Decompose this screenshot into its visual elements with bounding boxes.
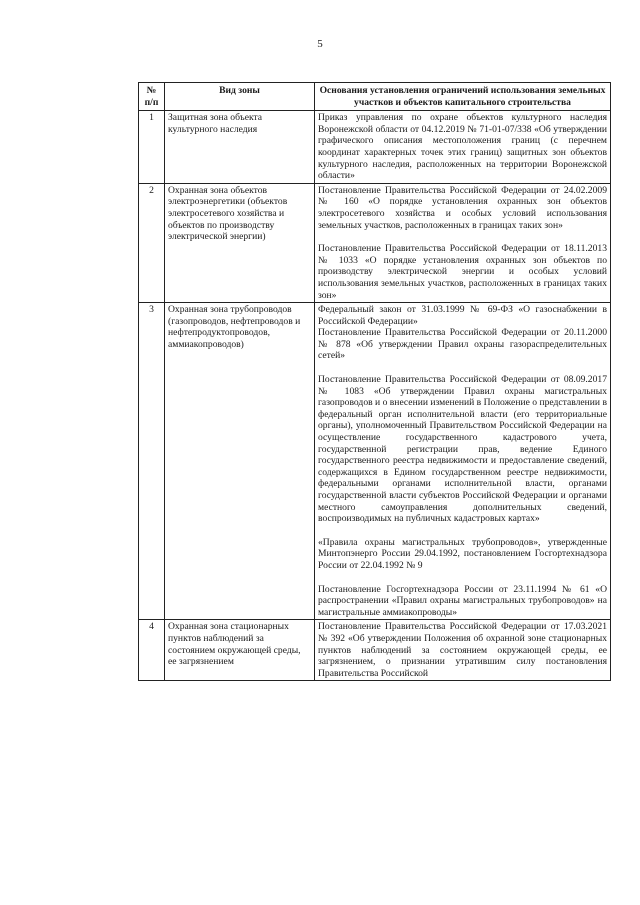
basis-cell: [315, 183, 611, 302]
zone-type: Охранная зона трубопроводов (газопроводов, нефтепроводов и нефтепродуктопроводов, аммиакопроводов): [165, 303, 315, 620]
basis-document: Федеральный закон от 31.03.1999 № 69-ФЗ «О газоснабжении в Российской Федерации»: [318, 304, 607, 327]
basis-document: Постановление Правительства Российской Федерации от 20.11.2000 № 878 «Об утверждении Правил охраны газораспределительных сетей»: [318, 327, 607, 362]
header-basis: Основания установления ограничений использования земельных участков и объектов капитального строительства: [315, 83, 611, 111]
basis-cell: [315, 620, 611, 681]
basis-document: Постановление Правительства Российской Федерации от 24.02.2009 № 160 «О порядке установления охранных зон объектов электросетевого хозяйства и особых условий использования земельных участков, расположенных в границах таких зон»: [318, 184, 607, 231]
basis-document: Постановление Правительства Российской Федерации от 08.09.2017 № 1083 «Об утверждении Правил охраны магистральных газопроводов и о внесении изменений в Положение о представлении в федеральный орган исполнительной власти (его территориальные органы), уполномоченный Правительством Российской Федерации на осуществление государственного кадастрового учета, государственной регистрации прав, ведение Единого государственного реестра недвижимости и предоставление сведений, содержащихся в Едином государственном реестре недвижимости, федеральными органами исполнительной власти, органами государственной власти субъектов Российской Федерации и органами местного самоуправления дополнительных сведений, воспроизводимых на публичных кадастровых картах»: [318, 374, 607, 525]
row-number: 2: [139, 183, 165, 302]
table-row: [139, 183, 611, 302]
row-number: 1: [139, 111, 165, 184]
basis-cell: [315, 111, 611, 184]
row-number: 3: [139, 303, 165, 620]
table-row: [139, 303, 611, 620]
page-number: 5: [317, 38, 323, 50]
basis-document: Постановление Правительства Российской Федерации от 18.11.2013 № 1033 «О порядке установления охранных зон объектов по производству электрической энергии и особых условий использования земельных участков, расположенных в границах таких зон»: [318, 243, 607, 301]
basis-cell: [315, 303, 611, 620]
header-num: № п/п: [139, 83, 165, 111]
table-header: [139, 83, 611, 111]
table-row: [139, 111, 611, 184]
basis-document: Постановление Правительства Российской Федерации от 17.03.2021 № 392 «Об утверждении Положения об охранной зоне стационарных пунктов наблюдений за состоянием окружающей среды, ее загрязнением, о признании утратившим силу постановления Правительства Российской: [318, 621, 607, 679]
zones-table: [138, 82, 611, 681]
row-number: 4: [139, 620, 165, 681]
basis-document: Постановление Госгортехнадзора России от 23.11.1994 № 61 «О распространении «Правил охраны магистральных трубопроводов» на магистральные аммиакопроводы»: [318, 583, 607, 618]
basis-document: «Правила охраны магистральных трубопроводов», утвержденные Минтопэнерго России 29.04.1992, постановлением Госгортехнадзора России от 22.04.1992 № 9: [318, 536, 607, 571]
basis-document: Приказ управления по охране объектов культурного наследия Воронежской области от 04.12.2019 № 71-01-07/338 «Об утверждении графического описания местоположения границ (с перечнем координат характерных точек этих границ) защитных зон объектов культурного наследия, расположенных на территории Воронежской области»: [318, 112, 607, 182]
zone-type: Защитная зона объекта культурного наследия: [165, 111, 315, 184]
table-row: [139, 620, 611, 681]
header-zone-type: Вид зоны: [165, 83, 315, 111]
zone-type: Охранная зона объектов электроэнергетики (объектов электросетевого хозяйства и объектов по производству электрической энергии): [165, 183, 315, 302]
zone-type: Охранная зона стационарных пунктов наблюдений за состоянием окружающей среды, ее загрязнением: [165, 620, 315, 681]
